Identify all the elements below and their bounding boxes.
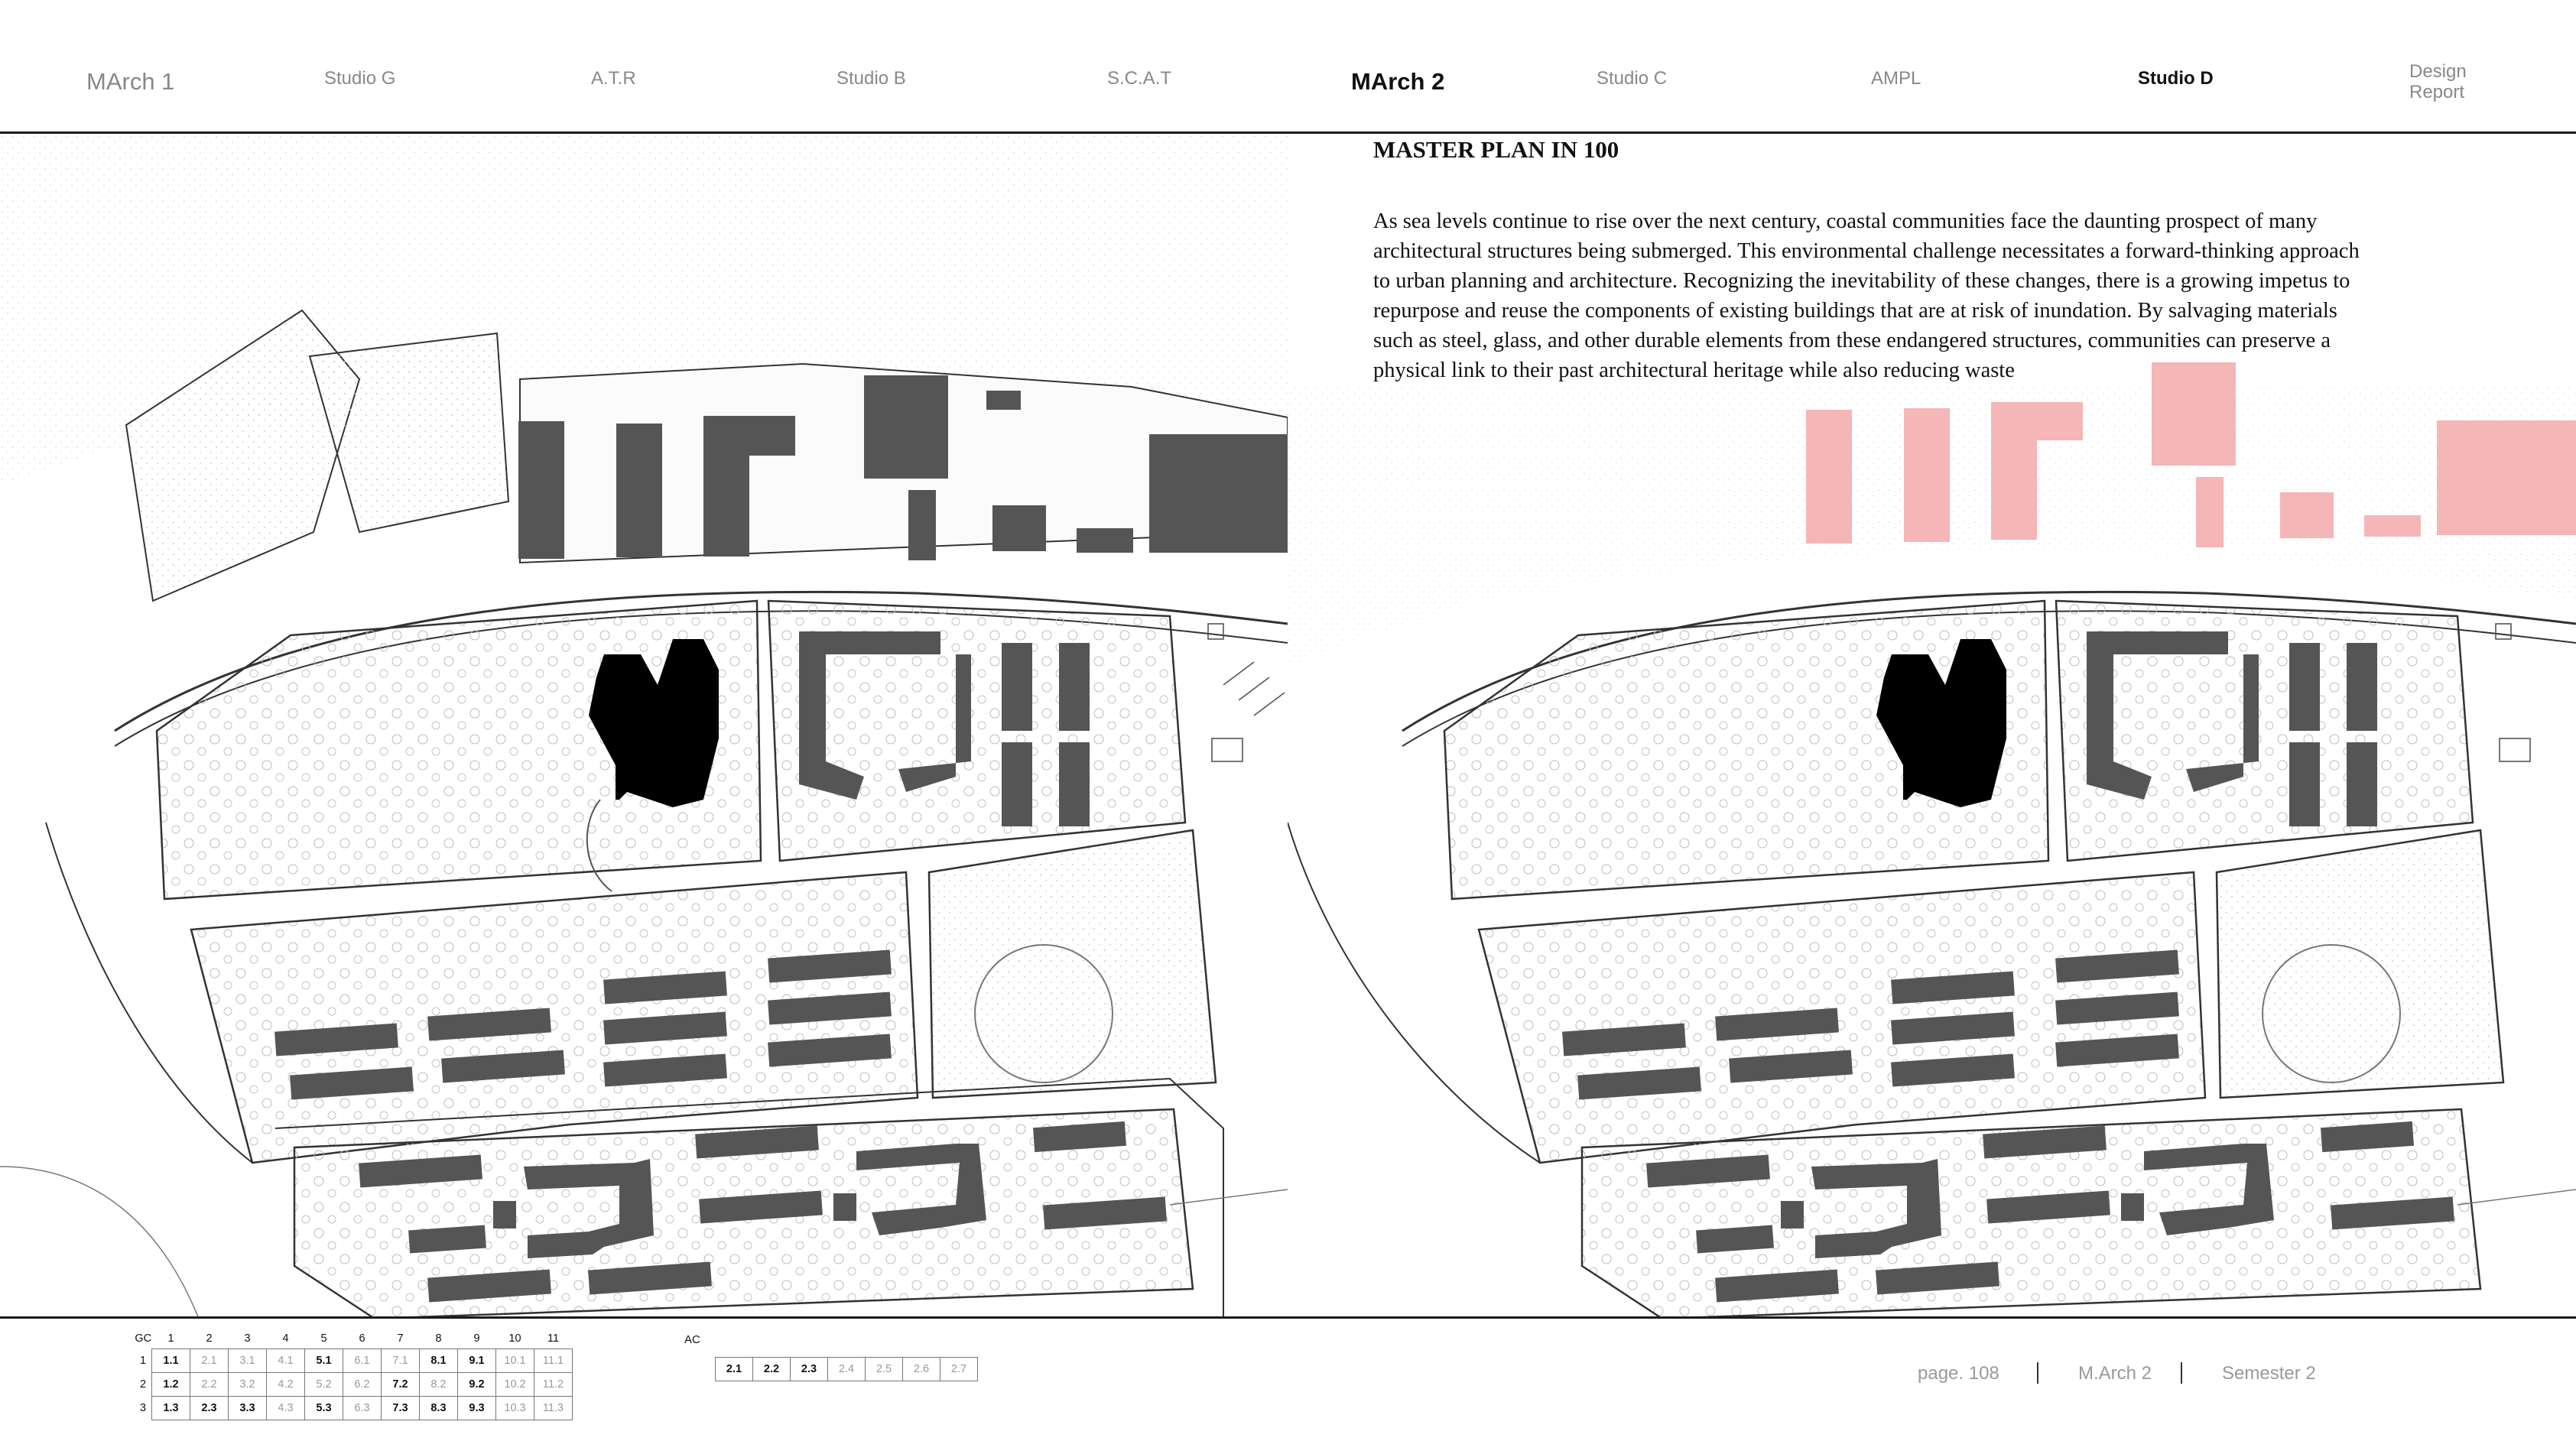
footer-semester: Semester 2 <box>2222 1363 2316 1384</box>
grade-cell: 10.2 <box>496 1373 534 1397</box>
grade-cell: 3.2 <box>229 1373 267 1397</box>
grade-cell: 11.2 <box>534 1373 573 1397</box>
grade-cell: 4.3 <box>267 1397 305 1420</box>
body-line: such as steel, glass, and other durable elements from these endangered structures, communities can preserve a <box>1373 329 2331 352</box>
ac-row <box>716 1358 978 1381</box>
grade-cell: 8.2 <box>420 1373 458 1397</box>
header-rule <box>0 131 2576 134</box>
grade-cell: 7.1 <box>382 1349 420 1373</box>
grade-cell: 8.1 <box>420 1349 458 1373</box>
grade-cell: 1.3 <box>152 1397 190 1420</box>
grade-col-header: 9 <box>473 1332 480 1345</box>
grade-cell: 9.1 <box>458 1349 496 1373</box>
grade-header-row <box>135 1329 573 1349</box>
grade-col-header: 10 <box>508 1332 521 1345</box>
grade-col-header: 1 <box>167 1332 174 1345</box>
nav-design-report-line1: Design <box>2409 61 2467 82</box>
grade-cell: 6.1 <box>343 1349 382 1373</box>
grade-cell: 5.1 <box>305 1349 343 1373</box>
nav-studio-b[interactable]: Studio B <box>836 68 906 89</box>
nav-scat[interactable]: S.C.A.T <box>1107 68 1172 89</box>
grade-col-header: 8 <box>435 1332 442 1345</box>
grade-cell: 3.1 <box>229 1349 267 1373</box>
ac-cell: 2.5 <box>866 1358 903 1381</box>
grade-col-header: 3 <box>244 1332 251 1345</box>
ac-label: AC <box>684 1333 700 1346</box>
ac-criteria-table <box>715 1357 978 1381</box>
grade-cell: 5.2 <box>305 1373 343 1397</box>
grade-row <box>135 1397 573 1420</box>
grade-cell: 7.2 <box>382 1373 420 1397</box>
nav-studio-g[interactable]: Studio G <box>324 68 396 89</box>
grade-col-header: 6 <box>359 1332 365 1345</box>
grade-cell: 4.2 <box>267 1373 305 1397</box>
grade-col-header: 2 <box>206 1332 213 1345</box>
grade-cell: 11.3 <box>534 1397 573 1420</box>
grade-col-header: 4 <box>282 1332 289 1345</box>
ac-cell: 2.1 <box>716 1358 753 1381</box>
body-line: physical link to their past architectural heritage while also reducing waste <box>1373 359 2015 382</box>
grade-row <box>135 1373 573 1397</box>
grade-cell: 10.3 <box>496 1397 534 1420</box>
page-title: MASTER PLAN IN 100 <box>1373 136 1619 163</box>
footer-divider <box>2037 1362 2038 1384</box>
body-line: repurpose and reuse the components of existing buildings that are at risk of inundation. By salvaging materials <box>1373 299 2337 323</box>
body-line: to urban planning and architecture. Recognizing the inevitability of these changes, there is a growing impetus to <box>1373 269 2350 293</box>
footer-page-number: page. 108 <box>1918 1363 1999 1384</box>
body-paragraph <box>1373 206 2490 385</box>
grade-col-header: 11 <box>547 1332 560 1345</box>
grade-cell: 8.3 <box>420 1397 458 1420</box>
grade-cell: 2.1 <box>190 1349 229 1373</box>
ac-cell: 2.7 <box>940 1358 978 1381</box>
footer-rule <box>0 1316 2576 1319</box>
grade-cell: 5.3 <box>305 1397 343 1420</box>
nav-atr[interactable]: A.T.R <box>591 68 636 89</box>
ac-cell: 2.2 <box>753 1358 791 1381</box>
grade-cell: 10.1 <box>496 1349 534 1373</box>
grade-cell: 3.3 <box>229 1397 267 1420</box>
nav-design-report[interactable] <box>2409 61 2467 102</box>
nav-design-report-line2: Report <box>2409 82 2465 102</box>
ac-cell: 2.6 <box>903 1358 940 1381</box>
grade-cell: 6.2 <box>343 1373 382 1397</box>
grade-cell: 2.2 <box>190 1373 229 1397</box>
grade-col-header: 5 <box>320 1332 327 1345</box>
body-line: architectural structures being submerged. This environmental challenge necessitates a forward-thinking approach <box>1373 239 2360 263</box>
nav-studio-d[interactable]: Studio D <box>2138 68 2214 89</box>
footer-program: M.Arch 2 <box>2078 1363 2152 1384</box>
grade-cell: 9.3 <box>458 1397 496 1420</box>
grade-cell: 1.1 <box>152 1349 190 1373</box>
grade-col-header: 7 <box>397 1332 404 1345</box>
grade-row-label: 1 <box>139 1355 147 1367</box>
grade-cell: 2.3 <box>190 1397 229 1420</box>
grade-cell: 11.1 <box>534 1349 573 1373</box>
nav-ampl[interactable]: AMPL <box>1871 68 1921 89</box>
nav-studio-c[interactable]: Studio C <box>1597 68 1668 89</box>
plan-drawing-left <box>0 135 1288 1319</box>
grade-row-label: 3 <box>139 1402 147 1414</box>
grade-cell: 4.1 <box>267 1349 305 1373</box>
ac-cell: 2.3 <box>791 1358 828 1381</box>
grade-row-label: 2 <box>139 1378 147 1391</box>
grade-cell: 9.2 <box>458 1373 496 1397</box>
top-navigation <box>0 0 2576 133</box>
grade-cell: 1.2 <box>152 1373 190 1397</box>
grade-cell: 7.3 <box>382 1397 420 1420</box>
grade-cell: 6.3 <box>343 1397 382 1420</box>
grade-corner-label: GC <box>135 1332 152 1345</box>
ac-cell: 2.4 <box>828 1358 866 1381</box>
footer-divider <box>2181 1362 2182 1384</box>
body-line: As sea levels continue to rise over the next century, coastal communities face the daunting prospect of many <box>1373 209 2318 233</box>
master-plan-existing <box>0 135 1288 1319</box>
nav-march2[interactable]: MArch 2 <box>1351 68 1445 95</box>
grade-criteria-table <box>135 1329 573 1420</box>
nav-march1[interactable]: MArch 1 <box>86 68 175 95</box>
grade-row <box>135 1349 573 1373</box>
